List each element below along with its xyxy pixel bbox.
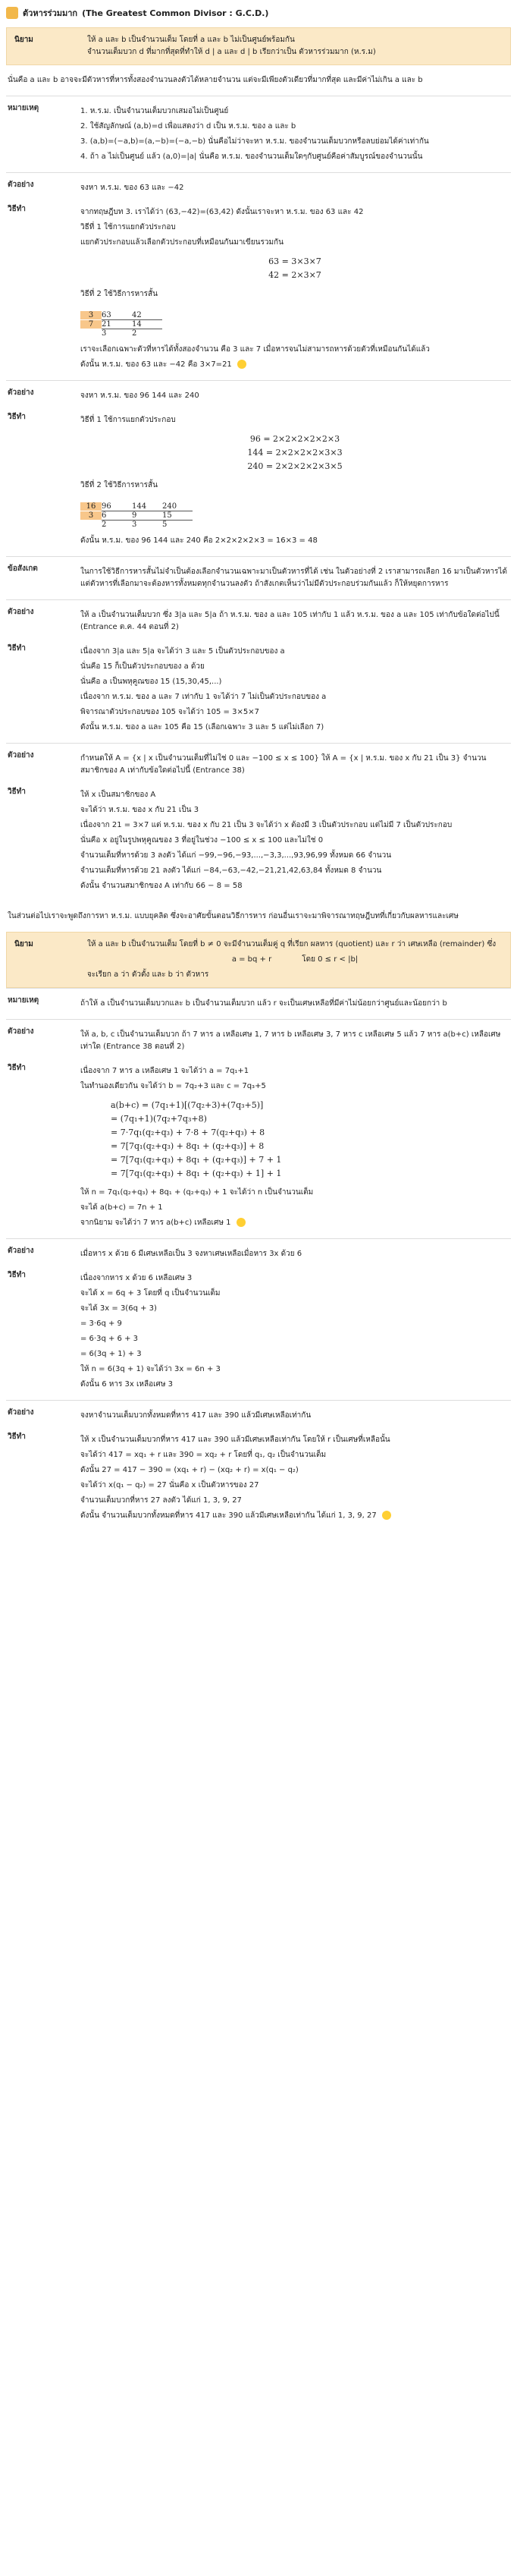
solution-line: จะได้ว่า 417 = xq₁ + r และ 390 = xq₂ + r โดยที่ q₁, q₂ เป็นจำนวนเต็ม [80,1451,327,1459]
example-question: จงหาจำนวนเต็มบวกทั้งหมดที่หาร 417 และ 390 แล้วมีเศษเหลือเท่ากัน [80,1411,312,1420]
method-2-title: วิธีที่ 2 ใช้วิธีการหารสั้น [80,290,158,298]
method-label: วิธีทำ [8,205,26,213]
solution-line: เนื่องจาก ห.ร.ม. ของ a และ 7 เท่ากับ 1 จะได้ว่า 7 ไม่เป็นตัวประกอบของ a [80,693,327,701]
method-label: วิธีทำ [8,1064,26,1072]
div-cell: 240 [162,502,177,511]
solution-line: จะได้ 3x = 3(6q + 3) [80,1304,157,1313]
div-cell: 42 [132,311,142,319]
example-7 [6,1400,511,1531]
answer: ดังนั้น ห.ร.ม. ของ 96 144 และ 240 คือ 2×2×2×2×3 = 16×3 = 48 [80,536,318,545]
solution-line: เนื่องจาก 7 หาร a เหลือเศษ 1 จะได้ว่า a = 7q₁+1 [80,1067,249,1075]
short-division [80,311,193,338]
method-intro: จากทฤษฎีบท 3. เราได้ว่า (63,−42)=(63,42) ดังนั้นเราจะหา ห.ร.ม. ของ 63 และ 42 [80,208,364,216]
title-english: (The Greatest Common Divisor : G.C.D.) [82,8,269,18]
solution-line: จะได้ a(b+c) = 7n + 1 [80,1203,163,1212]
observation-section [6,556,511,599]
solution-line: พิจารณาตัวประกอบของ 105 จะได้ว่า 105 = 3×5×7 [80,708,259,716]
observation-label: ข้อสังเกต [8,565,38,573]
calc-line: = 7[7q₁(q₂+q₃) + 8q₁ + (q₂+q₃)] + 7 + 1 [111,1155,282,1165]
example-question: จงหา ห.ร.ม. ของ 96 144 และ 240 [80,392,199,400]
definition-line-2: จำนวนเต็มบวก d ที่มากที่สุดที่ทำให้ d | a และ d | b เรียกว่าเป็น ตัวหารร่วมมาก (ห.ร.ม) [87,48,376,56]
remark-label: หมายเหตุ [8,996,39,1005]
method-1-desc: แยกตัวประกอบแล้วเลือกตัวประกอบที่เหมือนกันมาเขียนรวมกัน [80,238,284,247]
calc-line: = 7[7q₁(q₂+q₃) + 8q₁ + (q₂+q₃) + 1] + 1 [111,1168,282,1178]
answer: ดังนั้น ห.ร.ม. ของ 63 และ −42 คือ 3×7=21 [80,360,232,369]
solution-line: จะได้ว่า x(q₁ − q₂) = 27 นั่นคือ x เป็นตัวหารของ 27 [80,1481,259,1489]
div-cell: 63 [102,311,111,319]
solution-line: จำนวนเต็มบวกที่หาร 27 ลงตัว ได้แก่ 1, 3, 9, 27 [80,1496,242,1505]
example-question: ให้ a เป็นจำนวนเต็มบวก ซึ่ง 3|a และ 5|a ถ้า ห.ร.ม. ของ a และ 105 เท่ากับ 1 แล้ว ห.ร.ม. ของ a และ 105 เท่ากับข้อใดต่อไปนี้ (Entrance ต.ค. 44 ตอนที่ 2) [80,611,500,631]
solution-line: = 6·3q + 6 + 3 [80,1335,139,1343]
divisor: 3 [80,311,102,319]
bullet-icon [6,7,18,19]
div-cell: 96 [102,502,111,511]
factor-line: 42 = 2×3×7 [268,270,321,280]
calc-line: = (7q₁+1)(7q₂+7q₃+8) [111,1114,207,1124]
div-cell: 5 [162,520,193,529]
remark-3: 3. (a,b)=(−a,b)=(a,−b)=(−a,−b) นั่นคือไม่ว่าจะหา ห.ร.ม. ของจำนวนเต็มบวกหรือลบย่อมได้ค่าเท่ากัน [80,137,429,146]
example-label: ตัวอย่าง [8,1027,34,1036]
remarks-label: หมายเหตุ [8,104,39,112]
divisor: 16 [80,502,102,511]
calc-line: = 7·7q₁(q₂+q₃) + 7·8 + 7(q₂+q₃) + 8 [111,1128,265,1137]
calc-line: a(b+c) = (7q₁+1)[(7q₂+3)+(7q₃+5)] [111,1100,264,1110]
definition-line-1: ให้ a และ b เป็นจำนวนเต็ม โดยที่ b ≠ 0 จะมีจำนวนเต็มคู่ q ที่เรียก ผลหาร (quotient) และ r ว่า เศษเหลือ (remainder) ซึ่ง [87,940,497,948]
solution-line: เนื่องจากหาร x ด้วย 6 เหลือเศษ 3 [80,1274,193,1282]
solution-line: จำนวนเต็มที่หารด้วย 3 ลงตัว ได้แก่ −99,−96,−93,...,−3,3,...,93,96,99 ทั้งหมด 66 จำนวน [80,851,392,860]
solution-line: ดังนั้น 27 = 417 − 390 = (xq₁ + r) − (xq₂ + r) = x(q₁ − q₂) [80,1466,299,1474]
remark-4: 4. ถ้า a ไม่เป็นศูนย์ แล้ว (a,0)=|a| นั่นคือ ห.ร.ม. ของจำนวนเต็มใดๆกับศูนย์คือค่าสัมบูรณ์ของจำนวนนั้น [80,153,423,161]
solution-line: เนื่องจาก 3|a และ 5|a จะได้ว่า 3 และ 5 เป็นตัวประกอบของ a [80,647,285,656]
solution-line: ดังนั้น จำนวนสมาชิกของ A เท่ากับ 66 − 8 = 58 [80,882,243,890]
observation-text: ในการใช้วิธีการหารสั้นไม่จำเป็นต้องเลือกจำนวนเฉพาะมาเป็นตัวหารที่ได้ เช่น ในตัวอย่างที่ 2 เราสามารถเลือก 16 มาเป็นตัวหารได้ แต่ตัวหารที่เลือกมาจะต้องหารทั้งหมดทุกจำนวนลงตัว ถ้าสังเกตเห็นว่าไม่มีตัวประกอบร่วมกันแล้ว ก็ให้หยุดการหาร [80,568,507,588]
example-label: ตัวอย่าง [8,608,34,616]
smiley-icon [237,360,246,369]
method-label: วิธีทำ [8,413,26,421]
solution-line: นั่นคือ 15 ก็เป็นตัวประกอบของ a ด้วย [80,662,205,671]
solution-line: ให้ n = 7q₁(q₂+q₃) + 8q₁ + (q₂+q₃) + 1 จะได้ว่า n เป็นจำนวนเต็ม [80,1188,314,1197]
remark-2-section [6,988,511,1019]
smiley-icon [382,1511,391,1520]
example-question: จงหา ห.ร.ม. ของ 63 และ −42 [80,184,184,192]
definition-line-3: จะเรียก a ว่า ตัวตั้ง และ b ว่า ตัวหาร [87,970,209,979]
remark-2: 2. ใช้สัญลักษณ์ (a,b)=d เพื่อแสดงว่า d เป็น ห.ร.ม. ของ a และ b [80,122,296,131]
method-label: วิธีทำ [8,1433,26,1441]
solution-line: นั่นคือ x อยู่ในรูปพหุคูณของ 3 ที่อยู่ในช่วง −100 ≤ x ≤ 100 และไม่ใช่ 0 [80,836,324,845]
smiley-icon [237,1218,246,1227]
solution-line: = 6(3q + 1) + 3 [80,1350,142,1358]
remark-text: ถ้าให้ a เป็นจำนวนเต็มบวกและ b เป็นจำนวนเต็มบวก แล้ว r จะเป็นเศษเหลือที่มีค่าไม่น้อยกว่าศูนย์และน้อยกว่า b [80,999,447,1008]
div-cell: 15 [162,511,193,520]
div-cell: 144 [132,502,147,511]
solution-line: นั่นคือ a เป็นพหุคูณของ 15 (15,30,45,...) [80,678,222,686]
example-6 [6,1238,511,1400]
solution-line: ให้ x เป็นจำนวนเต็มบวกที่หาร 417 และ 390 แล้วมีเศษเหลือเท่ากัน โดยให้ r เป็นเศษที่เหลือนั้น [80,1436,390,1444]
factor-line: 96 = 2×2×2×2×2×3 [249,434,340,444]
div-cell: 6 [102,511,132,520]
method-label: วิธีทำ [8,788,26,796]
remarks-section [6,96,511,172]
definition-label: นิยาม [14,940,33,948]
factor-line: 240 = 2×2×2×2×3×5 [247,461,343,471]
example-question: กำหนดให้ A = {x | x เป็นจำนวนเต็มที่ไม่ใช่ 0 และ −100 ≤ x ≤ 100} ให้ A = {x | ห.ร.ม. ของ x กับ 21 เป็น 3} จำนวนสมาชิกของ A เท่ากับข้อใดต่อไปนี้ (Entrance 38) [80,754,487,775]
remark-1: 1. ห.ร.ม. เป็นจำนวนเต็มบวกเสมอไม่เป็นศูนย์ [80,107,229,115]
div-cell: 21 [102,319,132,329]
example-1 [6,172,511,380]
definition-line-1: ให้ a และ b เป็นจำนวนเต็ม โดยที่ a และ b ไม่เป็นศูนย์พร้อมกัน [87,36,295,44]
method-1-title: วิธีที่ 1 ใช้การแยกตัวประกอบ [80,223,176,231]
example-label: ตัวอย่าง [8,751,34,760]
solution-line: จากนิยาม จะได้ว่า 7 หาร a(b+c) เหลือเศษ 1 [80,1219,231,1227]
example-question: เมื่อหาร x ด้วย 6 มีเศษเหลือเป็น 3 จงหาเศษเหลือเมื่อหาร 3x ด้วย 6 [80,1250,302,1258]
definition-note: นั่นคือ a และ b อาจจะมีตัวหารที่หารทั้งสองจำนวนลงตัวได้หลายจำนวน แต่จะมีเพียงตัวเดียวที่มากที่สุด และมีค่าไม่เกิน a และ b [8,76,423,84]
short-division [80,502,193,529]
div-cell: 2 [132,329,162,338]
solution-line: เนื่องจาก 21 = 3×7 แต่ ห.ร.ม. ของ x กับ 21 เป็น 3 จะได้ว่า x ต้องมี 3 เป็นตัวประกอบ แต่ไม่มี 7 เป็นตัวประกอบ [80,821,453,829]
method-2-desc: เราจะเลือกเฉพาะตัวที่หารได้ทั้งสองจำนวน คือ 3 และ 7 เมื่อหารจนไม่สามารถหารด้วยตัวที่เหมือนกันได้แล้ว [80,345,430,354]
solution-line: ดังนั้น 6 หาร 3x เหลือเศษ 3 [80,1380,174,1389]
example-5 [6,1019,511,1238]
factor-line: 144 = 2×2×2×2×3×3 [247,448,343,458]
solution-line: จะได้ว่า ห.ร.ม. ของ x กับ 21 เป็น 3 [80,806,199,814]
example-label: ตัวอย่าง [8,388,34,397]
solution-line: ให้ x เป็นสมาชิกของ A [80,791,156,799]
solution-line: ให้ n = 6(3q + 1) จะได้ว่า 3x = 6n + 3 [80,1365,221,1373]
solution-line: จะได้ x = 6q + 3 โดยที่ q เป็นจำนวนเต็ม [80,1289,221,1297]
solution-line: จำนวนเต็มที่หารด้วย 21 ลงตัว ได้แก่ −84,−63,−42,−21,21,42,63,84 ทั้งหมด 8 จำนวน [80,867,382,875]
example-label: ตัวอย่าง [8,1408,34,1417]
definition-box-2 [6,932,511,988]
title-thai: ตัวหารร่วมมาก [23,8,78,18]
solution-line: ดังนั้น จำนวนเต็มบวกทั้งหมดที่หาร 417 และ 390 แล้วมีเศษเหลือเท่ากัน ได้แก่ 1, 3, 9, 27 [80,1511,377,1520]
example-label: ตัวอย่าง [8,1247,34,1255]
factor-line: 63 = 3×3×7 [268,256,321,266]
div-cell: 3 [132,520,162,529]
definition-box [6,27,511,65]
div-cell: 3 [102,329,132,338]
definition-condition: โดย 0 ≤ r < |b| [302,955,359,964]
example-4 [6,743,511,901]
solution-line: ดังนั้น ห.ร.ม. ของ a และ 105 คือ 15 (เลือกเฉพาะ 3 และ 5 แต่ไม่เลือก 7) [80,723,324,731]
div-cell: 9 [132,511,162,520]
divisor: 7 [80,320,102,329]
div-cell: 2 [102,520,132,529]
example-2 [6,380,511,556]
solution-line: = 3·6q + 9 [80,1319,122,1328]
method-label: วิธีทำ [8,644,26,653]
definition-label: นิยาม [14,36,33,44]
bridge-text: ในส่วนต่อไปเราจะพูดถึงการหา ห.ร.ม. แบบยุคลิด ซึ่งจะอาศัยขั้นตอนวิธีการหาร ก่อนอื่นเราจะมาพิจารณาทฤษฎีบทที่เกี่ยวกับผลหารและเศษ [8,912,459,920]
calc-line: = 7[7q₁(q₂+q₃) + 8q₁ + (q₂+q₃)] + 8 [111,1141,265,1151]
method-1-title: วิธีที่ 1 ใช้การแยกตัวประกอบ [80,416,176,424]
divisor: 3 [80,511,102,520]
example-3 [6,599,511,743]
solution-line: ในทำนองเดียวกัน จะได้ว่า b = 7q₂+3 และ c = 7q₃+5 [80,1082,266,1090]
method-label: วิธีทำ [8,1271,26,1279]
example-question: ให้ a, b, c เป็นจำนวนเต็มบวก ถ้า 7 หาร a เหลือเศษ 1, 7 หาร b เหลือเศษ 3, 7 หาร c เหลือเศษ 5 แล้ว 7 หาร a(b+c) เหลือเศษเท่าใด (Entrance 38 ตอนที่ 2) [80,1030,501,1051]
section-title [0,0,517,27]
definition-formula: a = bq + r [231,955,272,964]
div-cell: 14 [132,319,162,329]
example-label: ตัวอย่าง [8,181,34,189]
method-2-title: วิธีที่ 2 ใช้วิธีการหารสั้น [80,481,158,489]
